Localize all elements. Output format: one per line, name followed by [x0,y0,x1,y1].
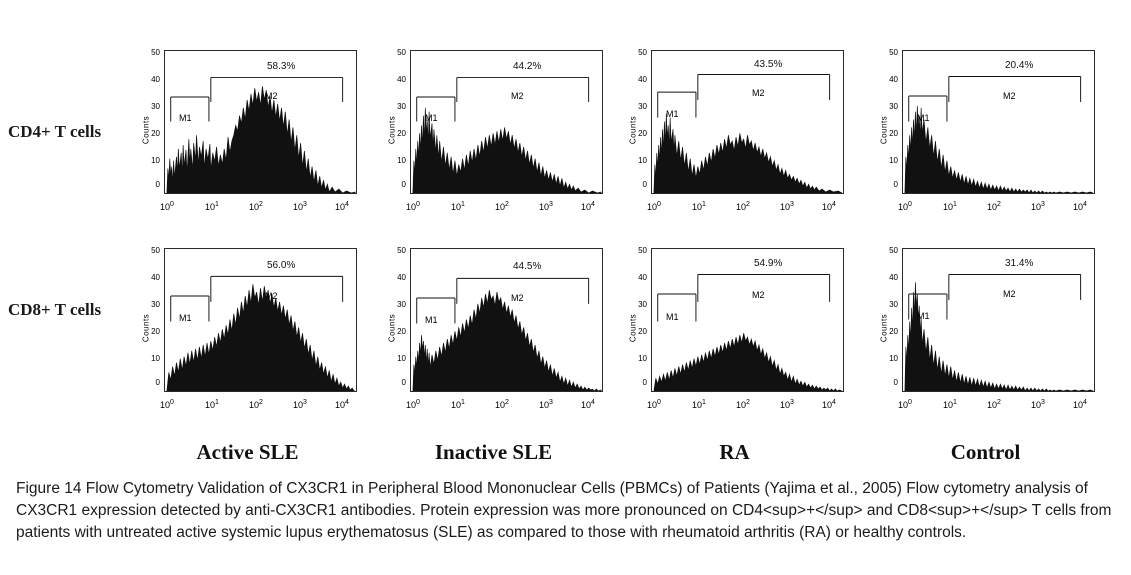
y-tick-50: 50 [397,246,406,255]
y-axis-label: Counts [879,313,889,343]
y-tick-10: 10 [397,354,406,363]
y-tick-0: 0 [642,378,647,387]
y-tick-20: 20 [889,129,898,138]
plot-area [902,50,1095,194]
y-axis-label: Counts [628,313,638,343]
y-tick-10: 10 [397,156,406,165]
marker-label-m2: M2 [1003,91,1016,101]
marker-label-m1: M1 [179,113,192,123]
plot-area [651,248,844,392]
marker-label-m2: M2 [265,91,278,101]
row-label-cd4: CD4+ T cells [8,122,102,141]
panel-cd4-control: Counts 50 40 30 20 10 0 M1 M2 20.4% $10^0$ $10^1$ $10^2$ $10^3$ $10^4$ [868,40,1103,220]
column-title-ra: RA [719,440,750,464]
marker-brackets [652,51,843,193]
plot-area [902,248,1095,392]
marker-brackets [411,249,602,391]
panel-cd8-control: Counts 50 40 30 20 10 0 M1 M2 31.4% $10^0$ $10^1$ $10^2$ $10^3$ $10^4$ [868,238,1103,418]
y-tick-30: 30 [638,300,647,309]
row-label-cd8: CD8+ T cells [8,300,102,319]
y-tick-40: 40 [638,273,647,282]
y-tick-10: 10 [889,156,898,165]
percent-label: 20.4% [1005,60,1034,71]
y-tick-20: 20 [638,129,647,138]
y-tick-30: 30 [397,102,406,111]
panel-cd8-ra: Counts 50 40 30 20 10 0 M1 M2 54.9% $10^0$ $10^1$ $10^2$ $10^3$ $10^4$ [617,238,852,418]
column-title-control: Control [950,440,1021,464]
percent-label: 44.5% [513,261,542,272]
y-axis-label: Counts [387,313,397,343]
y-tick-10: 10 [638,156,647,165]
percent-label: 31.4% [1005,258,1034,269]
plot-area [164,248,357,392]
y-tick-30: 30 [151,102,160,111]
panel-cd8-inactive-sle: Counts 50 40 30 20 10 0 M1 M2 44.5% $10^0$ $10^1$ $10^2$ $10^3$ $10^4$ [376,238,611,418]
marker-label-m1: M1 [425,315,438,325]
y-tick-40: 40 [889,273,898,282]
plot-row-cd8 [0,238,1131,418]
y-tick-30: 30 [638,102,647,111]
percent-label: 43.5% [754,59,783,70]
y-tick-30: 30 [889,300,898,309]
percent-label: 58.3% [267,61,296,72]
y-tick-50: 50 [151,246,160,255]
marker-label-m1: M1 [917,311,930,321]
y-tick-20: 20 [397,327,406,336]
y-axis-label: Counts [141,313,151,343]
plot-area [410,248,603,392]
y-axis-label: Counts [879,115,889,145]
column-title-active-sle: Active SLE [196,440,299,464]
figure-caption: Figure 14 Flow Cytometry Validation of CX3CR1 in Peripheral Blood Mononuclear Cells (PBMCs) of Patients (Yajima et al., 2005) Flow cytometry analysis of CX3CR1 expression detected by anti-CX3CR1 antibodies. Protein expression was more pronounced on CD4<sup>+</sup> and CD8<sup>+</sup> T cells from patients with untreated active systemic lupus erythematosus (SLE) as compared to those with rheumatoid arthritis (RA) or healthy controls. [16,480,1112,541]
marker-brackets [652,249,843,391]
column-title-inactive-sle: Inactive SLE [434,440,553,464]
y-tick-50: 50 [151,48,160,57]
y-axis-label: Counts [141,115,151,145]
plot-grid [0,40,1131,430]
marker-label-m1: M1 [666,109,679,119]
y-tick-0: 0 [401,378,406,387]
y-tick-40: 40 [151,273,160,282]
panel-cd8-active-sle: Counts 50 40 30 20 10 0 M1 M2 56.0% $10^0$ $10^1$ $10^2$ $10^3$ $10^4$ [130,238,365,418]
y-tick-0: 0 [155,378,160,387]
y-tick-30: 30 [397,300,406,309]
marker-label-m2: M2 [511,293,524,303]
y-tick-40: 40 [151,75,160,84]
plot-area [164,50,357,194]
y-tick-10: 10 [151,354,160,363]
marker-label-m2: M2 [1003,289,1016,299]
y-axis-label: Counts [628,115,638,145]
panel-cd4-active-sle: Counts 50 40 30 20 10 0 M1 M2 58.3% $10^0$ $10^1$ $10^2$ $10^3$ $10^4$ [130,40,365,220]
marker-label-m1: M1 [425,113,438,123]
y-axis-label: Counts [387,115,397,145]
y-tick-20: 20 [151,327,160,336]
y-tick-0: 0 [893,378,898,387]
y-tick-20: 20 [889,327,898,336]
marker-label-m2: M2 [752,88,765,98]
percent-label: 44.2% [513,61,542,72]
y-tick-10: 10 [889,354,898,363]
y-tick-20: 20 [397,129,406,138]
y-tick-10: 10 [638,354,647,363]
marker-brackets [411,51,602,193]
plot-area [651,50,844,194]
marker-label-m1: M1 [917,113,930,123]
percent-label: 56.0% [267,260,296,271]
y-tick-40: 40 [638,75,647,84]
marker-label-m2: M2 [265,291,278,301]
plot-row-cd4 [0,40,1131,220]
marker-label-m2: M2 [752,290,765,300]
panel-cd4-ra: Counts 50 40 30 20 10 0 M1 M2 43.5% $10^0$ $10^1$ $10^2$ $10^3$ $10^4$ [617,40,852,220]
marker-brackets [903,51,1094,193]
y-tick-50: 50 [889,48,898,57]
y-tick-40: 40 [889,75,898,84]
y-tick-20: 20 [151,129,160,138]
y-tick-0: 0 [642,180,647,189]
y-tick-30: 30 [889,102,898,111]
y-tick-20: 20 [638,327,647,336]
panel-cd4-inactive-sle: Counts 50 40 30 20 10 0 M1 M2 44.2% $10^0$ $10^1$ $10^2$ $10^3$ $10^4$ [376,40,611,220]
y-tick-50: 50 [889,246,898,255]
y-tick-0: 0 [893,180,898,189]
plot-area [410,50,603,194]
y-tick-0: 0 [401,180,406,189]
y-tick-40: 40 [397,273,406,282]
y-tick-10: 10 [151,156,160,165]
marker-brackets [903,249,1094,391]
y-tick-50: 50 [638,48,647,57]
marker-label-m1: M1 [666,312,679,322]
marker-brackets [165,51,356,193]
y-tick-50: 50 [638,246,647,255]
y-tick-30: 30 [151,300,160,309]
marker-label-m1: M1 [179,313,192,323]
column-titles [0,440,1131,470]
y-tick-40: 40 [397,75,406,84]
percent-label: 54.9% [754,258,783,269]
marker-label-m2: M2 [511,91,524,101]
y-tick-50: 50 [397,48,406,57]
marker-brackets [165,249,356,391]
y-tick-0: 0 [155,180,160,189]
